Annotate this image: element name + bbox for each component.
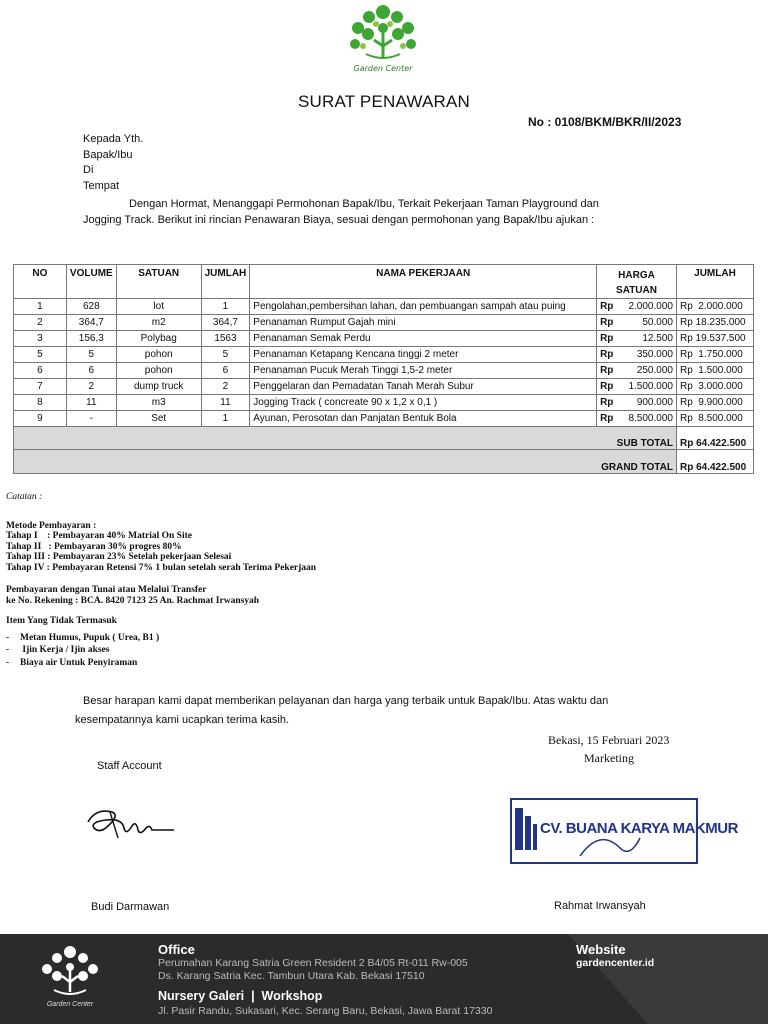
closing-paragraph <box>75 692 695 730</box>
recipient-line: Kepada Yth. <box>83 133 144 145</box>
cell-no: 2 <box>14 315 67 331</box>
table-row <box>14 299 754 315</box>
company-stamp <box>510 798 738 864</box>
cell-nama-pekerjaan: Penggelaran dan Pemadatan Tanah Merah Subur <box>250 379 597 395</box>
unit-price: 8.500.000 <box>628 413 673 424</box>
payment-stage: Tahap II : Pembayaran 30% progres 80% <box>6 541 182 552</box>
cell-nama-pekerjaan: Penanaman Rumput Gajah mini <box>250 315 597 331</box>
currency-label: Rp <box>600 365 614 376</box>
signer-name-left: Budi Darmawan <box>91 901 170 913</box>
cell-no: 3 <box>14 331 67 347</box>
cell-harga-satuan <box>597 315 677 331</box>
header-jumlah: JUMLAH <box>201 265 250 299</box>
cell-jumlah: 5 <box>201 347 250 363</box>
cell-nama-pekerjaan: Jogging Track ( concreate 90 x 1,2 x 0,1 ) <box>250 395 597 411</box>
footer-office-line: Ds. Karang Satria Kec. Tambun Utara Kab. Bekasi 17510 <box>158 970 425 982</box>
staff-account-label: Staff Account <box>97 760 162 772</box>
cell-nama-pekerjaan: Penanaman Pucuk Merah Tinggi 1,5-2 meter <box>250 363 597 379</box>
cell-jumlah: 6 <box>201 363 250 379</box>
catatan-label: Catatan : <box>6 492 43 502</box>
grandtotal-label: GRAND TOTAL <box>14 450 677 474</box>
payment-stage: Tahap III : Pembayaran 23% Setelah pekerjaan Selesai <box>6 552 232 562</box>
footer-office-line: Perumahan Karang Satria Green Resident 2 B4/05 Rt-011 Rw-005 <box>158 957 468 969</box>
currency-label: Rp <box>600 349 614 360</box>
unit-price: 50.000 <box>642 317 673 328</box>
intro-line: Jogging Track. Berikut ini rincian Penawaran Biaya, sesuai dengan permohonan yang Bapak/Ibu ajukan : <box>83 214 595 226</box>
cell-jumlah: 1 <box>201 411 250 427</box>
footer-office-address <box>158 957 468 983</box>
cell-satuan: dump truck <box>116 379 201 395</box>
recipient-line: Bapak/Ibu <box>83 148 133 161</box>
document-number: No : 0108/BKM/BKR/II/2023 <box>528 115 682 129</box>
transfer-note: Pembayaran dengan Tunai atau Melalui Transfer <box>6 585 207 595</box>
grandtotal-row <box>14 450 754 474</box>
payment-method-title: Metode Pembayaran : <box>6 520 97 531</box>
notes-section <box>6 492 316 670</box>
bank-account: ke No. Rekening : BCA. 8420 7123 25 An. Rachmat Irwansyah <box>6 595 260 606</box>
grandtotal-value: Rp 64.422.500 <box>676 450 753 474</box>
cell-total: Rp 3.000.000 <box>676 379 753 395</box>
cell-total: Rp 1.750.000 <box>676 347 753 363</box>
cell-harga-satuan <box>597 363 677 379</box>
cell-nama-pekerjaan: Ayunan, Perosotan dan Panjatan Bentuk Bola <box>250 411 597 427</box>
currency-label: Rp <box>600 317 614 328</box>
header-nama-pekerjaan: NAMA PEKERJAAN <box>250 265 597 299</box>
excluded-item: - Ijin Kerja / Ijin akses <box>6 645 316 656</box>
footer-office-title: Office <box>158 942 195 957</box>
cell-no: 7 <box>14 379 67 395</box>
cell-harga-satuan <box>597 299 677 315</box>
cell-satuan: lot <box>116 299 201 315</box>
excluded-items-list <box>6 633 316 669</box>
table-row <box>14 347 754 363</box>
cell-volume: 6 <box>66 363 116 379</box>
footer-tree-icon <box>30 942 110 1000</box>
stamp-text: CV. BUANA KARYA MAKMUR <box>540 820 738 837</box>
garden-center-logo <box>338 2 428 82</box>
table-row <box>14 363 754 379</box>
subtotal-value: Rp 64.422.500 <box>676 427 753 450</box>
table-row <box>14 315 754 331</box>
header-satuan: SATUAN <box>116 265 201 299</box>
cell-no: 5 <box>14 347 67 363</box>
cell-jumlah: 1563 <box>201 331 250 347</box>
cell-volume: - <box>66 411 116 427</box>
cell-volume: 156,3 <box>66 331 116 347</box>
cell-nama-pekerjaan: Penanaman Ketapang Kencana tinggi 2 meter <box>250 347 597 363</box>
cell-volume: 11 <box>66 395 116 411</box>
cell-harga-satuan <box>597 379 677 395</box>
cell-total: Rp 18.235.000 <box>676 315 753 331</box>
header-volume: VOLUME <box>66 265 116 299</box>
cell-nama-pekerjaan: Pengolahan,pembersihan lahan, dan pembuangan sampah atau puing <box>250 299 597 315</box>
cell-satuan: pohon <box>116 363 201 379</box>
unit-price: 2.000.000 <box>628 301 673 312</box>
cell-total: Rp 8.500.000 <box>676 411 753 427</box>
tree-icon <box>338 2 428 66</box>
header-total: JUMLAH <box>676 265 753 299</box>
cell-no: 6 <box>14 363 67 379</box>
cell-volume: 5 <box>66 347 116 363</box>
cell-satuan: Polybag <box>116 331 201 347</box>
cell-total: Rp 1.500.000 <box>676 363 753 379</box>
cell-volume: 628 <box>66 299 116 315</box>
footer-website-title: Website <box>576 942 626 957</box>
marketing-label: Marketing <box>584 751 634 765</box>
cell-total: Rp 2.000.000 <box>676 299 753 315</box>
cell-jumlah: 11 <box>201 395 250 411</box>
payment-stage: Tahap IV : Pembayaran Retensi 7% 1 bulan setelah serah Terima Pekerjaan <box>6 562 317 573</box>
cell-satuan: Set <box>116 411 201 427</box>
cell-no: 9 <box>14 411 67 427</box>
cell-no: 1 <box>14 299 67 315</box>
currency-label: Rp <box>600 397 614 408</box>
subtotal-label: SUB TOTAL <box>14 427 677 450</box>
table-header-row <box>14 265 754 299</box>
excluded-item: - Biaya air Untuk Penyiraman <box>6 658 316 669</box>
subtotal-row <box>14 427 754 450</box>
cell-satuan: pohon <box>116 347 201 363</box>
logo-text: Garden Center <box>353 64 413 73</box>
cell-harga-satuan <box>597 347 677 363</box>
unit-price: 900.000 <box>636 397 673 408</box>
unit-price: 250.000 <box>636 365 673 376</box>
cell-jumlah: 1 <box>201 299 250 315</box>
recipient-line: Di <box>83 164 94 176</box>
quotation-table <box>13 264 754 474</box>
currency-label: Rp <box>600 301 614 312</box>
footer-logo-text: Garden Center <box>46 1001 94 1008</box>
cell-total: Rp 19.537.500 <box>676 331 753 347</box>
cell-jumlah: 364,7 <box>201 315 250 331</box>
table-row <box>14 379 754 395</box>
payment-stage: Tahap I : Pembayaran 40% Matrial On Site <box>6 531 192 541</box>
document-title: SURAT PENAWARAN <box>297 92 471 111</box>
currency-label: Rp <box>600 333 614 344</box>
intro-paragraph <box>83 196 683 228</box>
intro-line: Dengan Hormat, Menanggapi Permohonan Bapak/Ibu, Terkait Pekerjaan Taman Playground dan <box>129 198 599 210</box>
table-row <box>14 331 754 347</box>
cell-volume: 2 <box>66 379 116 395</box>
footer-nursery-title: Nursery Galeri | Workshop <box>158 989 323 1003</box>
cell-harga-satuan <box>597 331 677 347</box>
unit-price: 350.000 <box>636 349 673 360</box>
cell-nama-pekerjaan: Penanaman Semak Perdu <box>250 331 597 347</box>
footer <box>0 934 768 1024</box>
header-harga-satuan: HARGA SATUAN <box>597 265 677 299</box>
cell-satuan: m3 <box>116 395 201 411</box>
signature-image <box>82 798 182 848</box>
closing-line: kesempatannya kami ucapkan terima kasih. <box>75 714 289 726</box>
footer-website-link[interactable]: gardencenter.id <box>576 957 655 969</box>
cell-total: Rp 9.900.000 <box>676 395 753 411</box>
excluded-items-title: Item Yang Tidak Termasuk <box>6 616 117 626</box>
table-row <box>14 395 754 411</box>
currency-label: Rp <box>600 381 614 392</box>
recipient-line: Tempat <box>83 179 120 192</box>
signer-name-right: Rahmat Irwansyah <box>554 900 646 912</box>
currency-label: Rp <box>600 413 614 424</box>
cell-no: 8 <box>14 395 67 411</box>
closing-line: Besar harapan kami dapat memberikan pelayanan dan harga yang terbaik untuk Bapak/Ibu. Atas waktu dan <box>83 695 609 707</box>
footer-logo <box>30 942 110 1014</box>
unit-price: 12.500 <box>642 333 673 344</box>
unit-price: 1.500.000 <box>628 381 673 392</box>
cell-volume: 364,7 <box>66 315 116 331</box>
cell-harga-satuan <box>597 411 677 427</box>
cell-jumlah: 2 <box>201 379 250 395</box>
table-row <box>14 411 754 427</box>
excluded-item: - Metan Humus, Pupuk ( Urea, B1 ) <box>6 633 316 644</box>
cell-harga-satuan <box>597 395 677 411</box>
header-no: NO <box>14 265 67 299</box>
letter-date: Bekasi, 15 Februari 2023 <box>548 733 670 747</box>
footer-nursery-address: Jl. Pasir Randu, Sukasari, Kec. Serang Baru, Bekasi, Jawa Barat 17330 <box>158 1005 493 1017</box>
recipient-block <box>83 132 143 194</box>
cell-satuan: m2 <box>116 315 201 331</box>
